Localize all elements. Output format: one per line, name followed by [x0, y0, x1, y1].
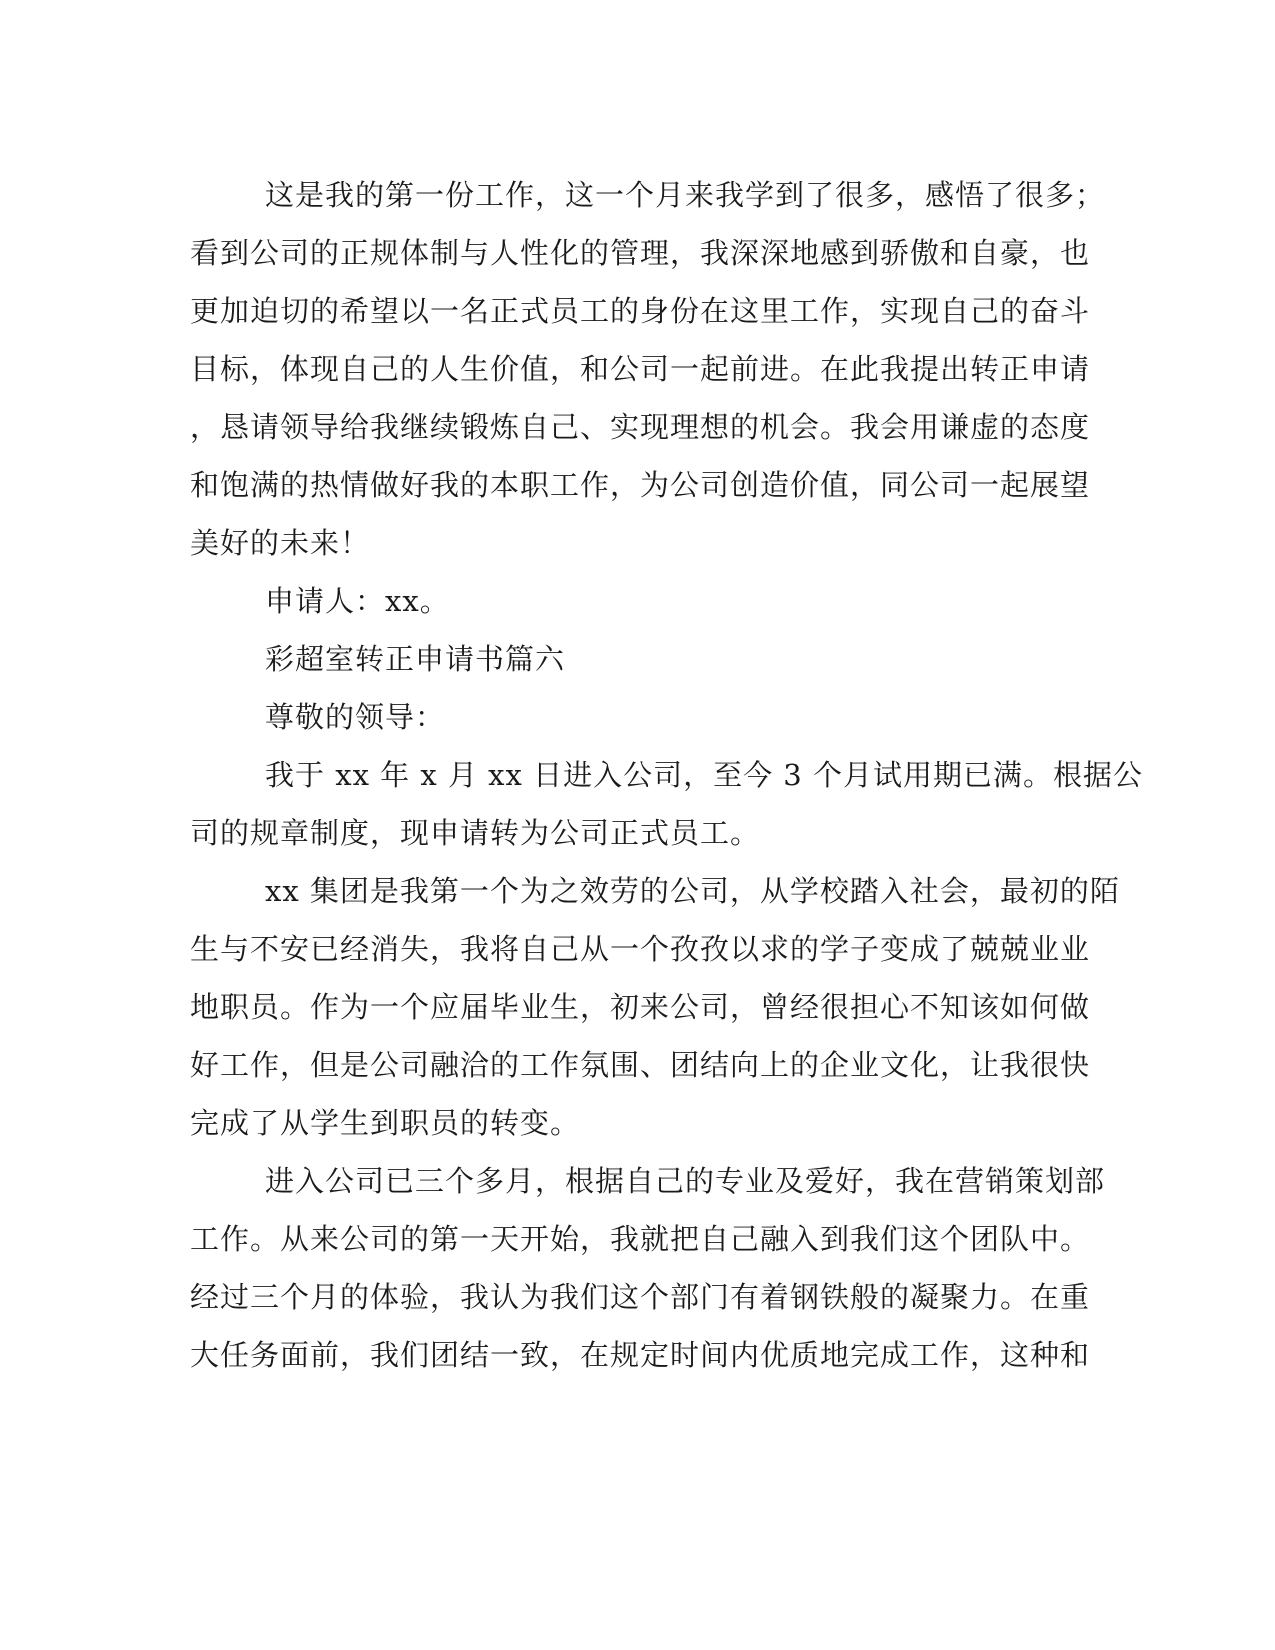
paragraph-line: 经过三个月的体验，我认为我们这个部门有着钢铁般的凝聚力。在重	[190, 1280, 1091, 1314]
paragraph-line: 地职员。作为一个应届毕业生，初来公司，曾经很担心不知该如何做	[190, 990, 1091, 1024]
paragraph-line: ，恳请领导给我继续锻炼自己、实现理想的机会。我会用谦虚的态度	[190, 410, 1091, 444]
paragraph-line: 生与不安已经消失，我将自己从一个孜孜以求的学子变成了兢兢业业	[190, 932, 1091, 966]
paragraph-line: 大任务面前，我们团结一致，在规定时间内优质地完成工作，这种和	[190, 1338, 1091, 1372]
paragraph-line: 这是我的第一份工作，这一个月来我学到了很多，感悟了很多；	[265, 178, 1106, 212]
applicant-signature: 申请人：xx。	[265, 584, 450, 618]
paragraph-line: 美好的未来！	[190, 526, 371, 560]
paragraph-line: 好工作，但是公司融洽的工作氛围、团结向上的企业文化，让我很快	[190, 1048, 1091, 1082]
paragraph-line: 看到公司的正规体制与人性化的管理，我深深地感到骄傲和自豪，也	[190, 236, 1091, 270]
paragraph-line: 进入公司已三个多月，根据自己的专业及爱好，我在营销策划部	[265, 1164, 1106, 1198]
paragraph-line: 更加迫切的希望以一名正式员工的身份在这里工作，实现自己的奋斗	[190, 294, 1091, 328]
paragraph-line: xx 集团是我第一个为之效劳的公司，从学校踏入社会，最初的陌	[265, 874, 1120, 908]
section-title: 彩超室转正申请书篇六	[265, 642, 566, 676]
paragraph-line: 目标，体现自己的人生价值，和公司一起前进。在此我提出转正申请	[190, 352, 1091, 386]
paragraph-line: 工作。从来公司的第一天开始，我就把自己融入到我们这个团队中。	[190, 1222, 1091, 1256]
paragraph-line: 完成了从学生到职员的转变。	[190, 1106, 581, 1140]
paragraph-line: 我于 xx 年 x 月 xx 日进入公司，至今 3 个月试用期已满。根据公	[265, 758, 1143, 792]
paragraph-line: 和饱满的热情做好我的本职工作，为公司创造价值，同公司一起展望	[190, 468, 1091, 502]
paragraph-line: 司的规章制度，现申请转为公司正式员工。	[190, 816, 761, 850]
salutation: 尊敬的领导：	[265, 700, 446, 734]
